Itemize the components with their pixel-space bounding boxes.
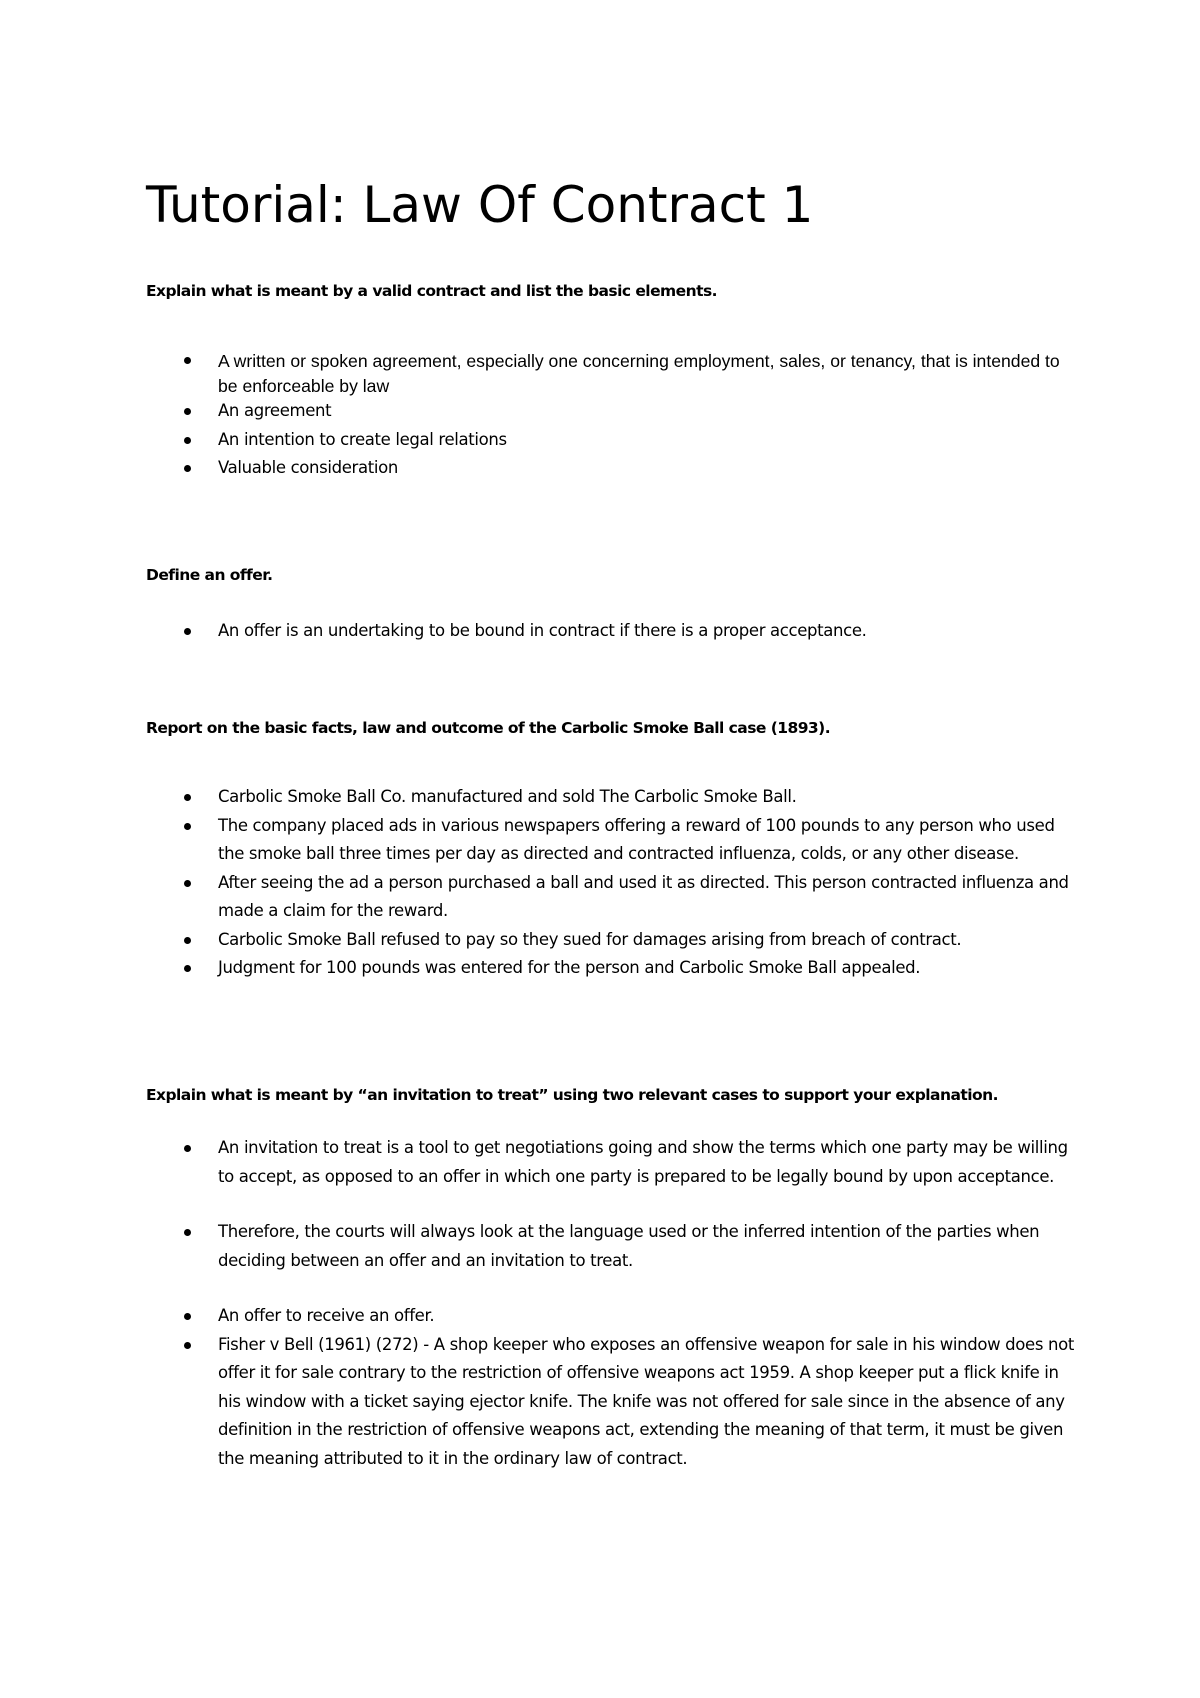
list-item	[0, 426, 1078, 455]
list-item-text: An offer to receive an offer.	[218, 1306, 435, 1325]
bullet-icon	[184, 1313, 191, 1320]
bullet-icon	[184, 823, 191, 830]
question-heading-define-offer: Define an offer.	[146, 566, 273, 584]
list-item	[0, 454, 1078, 483]
list-item	[0, 348, 1078, 399]
bullet-icon	[184, 1145, 191, 1152]
list-item	[0, 397, 1078, 426]
bullet-icon	[184, 1342, 191, 1349]
list-item	[0, 869, 1078, 926]
list-item-text: Therefore, the courts will always look at the language used or the inferred intention of the parties when deciding between an offer and an invitation to treat.	[218, 1222, 1040, 1270]
list-item-text: Carbolic Smoke Ball refused to pay so they sued for damages arising from breach of contract.	[218, 929, 962, 949]
bullet-icon	[184, 965, 191, 972]
list-item-text: An offer is an undertaking to be bound in contract if there is a proper acceptance.	[218, 621, 867, 640]
bullet-icon	[184, 437, 191, 444]
bullet-icon	[184, 628, 191, 635]
list-item-text: The company placed ads in various newspapers offering a reward of 100 pounds to any person who used the smoke ball three times per day as directed and contracted influenza, colds, or any other disease.	[218, 815, 1055, 863]
list-item-text: A written or spoken agreement, especially one concerning employment, sales, or tenancy, that is intended to be enforceable by law	[218, 351, 1060, 396]
list-item-text: Valuable consideration	[218, 458, 398, 477]
list-item-text: An agreement	[218, 401, 332, 420]
list-item	[0, 1218, 1078, 1275]
bullet-list-invitation-to-treat	[0, 1134, 1200, 1473]
list-item-text: Carbolic Smoke Ball Co. manufactured and sold The Carbolic Smoke Ball.	[218, 787, 797, 806]
list-item	[0, 783, 1078, 812]
bullet-icon	[184, 794, 191, 801]
bullet-icon	[184, 937, 191, 944]
list-item-text: Judgment for 100 pounds was entered for the person and Carbolic Smoke Ball appealed.	[218, 958, 921, 977]
list-item	[0, 812, 1078, 869]
page-title: Tutorial: Law Of Contract 1	[146, 175, 814, 234]
list-item	[0, 617, 1078, 646]
list-item-text: An intention to create legal relations	[218, 429, 507, 449]
bullet-icon	[184, 408, 191, 415]
list-item-text: After seeing the ad a person purchased a ball and used it as directed. This person contracted influenza and made a claim for the reward.	[218, 872, 1069, 920]
list-item	[0, 1302, 1078, 1331]
list-item-text: An invitation to treat is a tool to get negotiations going and show the terms which one party may be willing to accept, as opposed to an offer in which one party is prepared to be legally bound by upon acceptance.	[218, 1138, 1068, 1186]
bullet-icon	[184, 1229, 191, 1236]
list-item	[0, 1134, 1078, 1191]
bullet-list-valid-contract	[0, 348, 1200, 483]
list-item	[0, 954, 1078, 983]
question-heading-invitation-to-treat: Explain what is meant by “an invitation to treat” using two relevant cases to support your explanation.	[146, 1086, 998, 1104]
question-heading-valid-contract: Explain what is meant by a valid contract and list the basic elements.	[146, 282, 717, 300]
bullet-list-carbolic-smoke-ball	[0, 783, 1200, 983]
list-item	[0, 926, 1078, 955]
bullet-icon	[184, 880, 191, 887]
bullet-icon	[184, 465, 191, 472]
bullet-icon	[184, 357, 191, 364]
list-item-text: Fisher v Bell (1961) (272) - A shop keeper who exposes an offensive weapon for sale in his window does not offer it for sale contrary to the restriction of offensive weapons act 1959. A shop keeper put a flick knife in his window with a ticket saying ejector knife. The knife was not offered for sale since in the absence of any definition in the restriction of offensive weapons act, extending the meaning of that term, it must be given the meaning attributed to it in the ordinary law of contract.	[218, 1334, 1074, 1468]
list-item	[0, 1331, 1078, 1474]
question-heading-carbolic-smoke-ball: Report on the basic facts, law and outcome of the Carbolic Smoke Ball case (1893).	[146, 719, 831, 737]
bullet-list-define-offer	[0, 617, 1200, 646]
